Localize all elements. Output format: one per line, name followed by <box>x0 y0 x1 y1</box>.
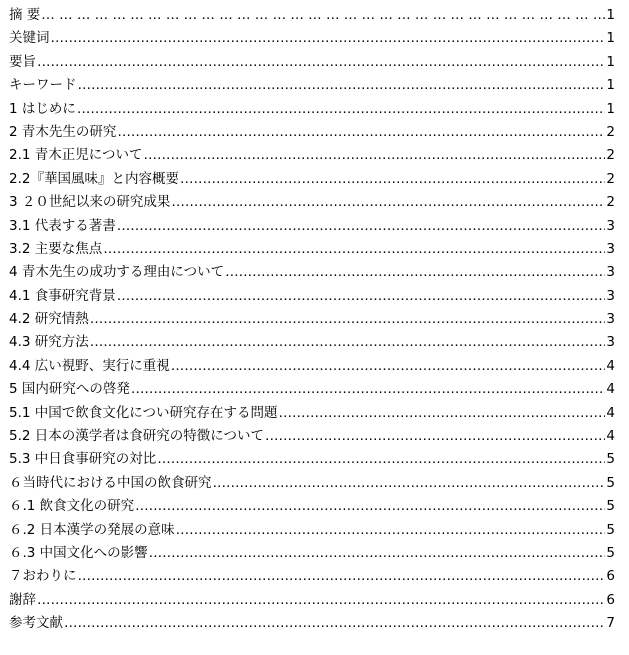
toc-leader-dots <box>117 285 606 308</box>
toc-leader-dots <box>78 565 606 588</box>
toc-row <box>9 51 615 74</box>
toc-leader-dots <box>77 98 606 121</box>
toc-entry-page: 3 <box>606 217 615 234</box>
toc-entry-title: ６.3 中国文化への影響 <box>9 544 148 561</box>
toc-entry-title: 要旨 <box>9 53 36 70</box>
toc-entry-title: 5.3 中日食事研究の対比 <box>9 451 157 468</box>
toc-row <box>9 238 615 261</box>
toc-row <box>9 121 615 144</box>
toc-row <box>9 168 615 191</box>
toc-entry-page: 4 <box>606 404 615 421</box>
toc-leader-dots <box>180 168 605 191</box>
toc-leader-dots <box>117 215 606 238</box>
toc-entry-page: 6 <box>606 591 615 608</box>
toc-entry-title: 3.1 代表する著書 <box>9 217 116 234</box>
toc-entry-title: 3 ２０世紀以来の研究成果 <box>9 194 171 211</box>
toc-entry-title: 4 青木先生の成功する理由について <box>9 264 225 281</box>
toc-row <box>9 612 615 635</box>
toc-entry-page: 5 <box>606 544 615 561</box>
toc-entry-page: 1 <box>606 30 615 47</box>
toc-leader-dots <box>171 355 606 378</box>
toc-leader-dots <box>213 472 606 495</box>
toc-leader-dots <box>157 448 605 471</box>
toc-row <box>9 495 615 518</box>
toc-entry-title: 1 はじめに <box>9 100 76 117</box>
toc-entry-page: 3 <box>606 264 615 281</box>
toc-leader-dots <box>103 238 605 261</box>
toc-entry-title: 关键词 <box>9 30 50 47</box>
toc-entry-page: 4 <box>606 428 615 445</box>
toc-row <box>9 402 615 425</box>
toc-row <box>9 565 615 588</box>
toc-leader-dots <box>64 612 605 635</box>
toc-leader-dots <box>144 144 606 167</box>
toc-row <box>9 74 615 97</box>
toc-leader-dots <box>171 191 605 214</box>
toc-leader-dots <box>176 519 606 542</box>
toc-entry-page: 5 <box>606 498 615 515</box>
toc-row <box>9 27 615 50</box>
toc-row <box>9 308 615 331</box>
toc-entry-page: 6 <box>606 568 615 585</box>
toc-entry-title: 5 国内研究への啓発 <box>9 381 130 398</box>
toc-entry-title: ６.1 飲食文化の研究 <box>9 498 135 515</box>
toc-row <box>9 542 615 565</box>
toc-row <box>9 144 615 167</box>
toc-entry-title: ６当時代における中国の飲食研究 <box>9 474 212 491</box>
toc-row <box>9 191 615 214</box>
toc-entry-title: ６.2 日本漢学の発展の意味 <box>9 521 175 538</box>
toc-entry-page: 1 <box>606 53 615 70</box>
toc-row <box>9 98 615 121</box>
toc-leader-dots <box>90 331 606 354</box>
toc-leader-dots <box>149 542 606 565</box>
toc-row <box>9 472 615 495</box>
toc-entry-page: 1 <box>606 77 615 94</box>
toc-entry-page: 5 <box>606 451 615 468</box>
toc-entry-page: 3 <box>606 240 615 257</box>
toc-entry-title: 2.2『華国風味』と内容概要 <box>9 170 179 187</box>
toc-entry-page: 1 <box>606 7 615 23</box>
toc-entry-title: ７おわりに <box>9 568 77 585</box>
toc-entry-title: キーワード <box>9 77 77 94</box>
toc-row <box>9 285 615 308</box>
toc-entry-title: 2 青木先生の研究 <box>9 123 117 140</box>
toc-leader-dots <box>131 378 606 401</box>
toc-entry-page: 2 <box>606 123 615 140</box>
toc-entry-title: 4.1 食事研究背景 <box>9 287 116 304</box>
toc-leader-dots <box>41 4 605 27</box>
toc-entry-title: 3.2 主要な焦点 <box>9 240 103 257</box>
toc-leader-dots <box>279 402 606 425</box>
toc-leader-dots <box>225 261 605 284</box>
toc-entry-page: 3 <box>606 287 615 304</box>
toc-entry-title: 4.4 広い視野、実行に重視 <box>9 357 170 374</box>
toc-row <box>9 331 615 354</box>
toc-entry-page: 2 <box>606 194 615 211</box>
toc-row <box>9 215 615 238</box>
toc-entry-page: 2 <box>606 170 615 187</box>
toc-leader-dots <box>37 51 605 74</box>
toc-leader-dots <box>90 308 606 331</box>
toc-leader-dots <box>37 589 605 612</box>
toc-entry-page: 5 <box>606 474 615 491</box>
toc-row <box>9 378 615 401</box>
toc-row <box>9 448 615 471</box>
toc-leader-dots <box>117 121 605 144</box>
toc-row <box>9 4 615 27</box>
toc-row <box>9 261 615 284</box>
toc-entry-page: 7 <box>606 615 615 632</box>
toc-entry-page: 3 <box>606 334 615 351</box>
toc-entry-page: 2 <box>606 147 615 164</box>
toc-entry-title: 4.2 研究情熱 <box>9 311 89 328</box>
toc-entry-title: 5.2 日本の漢学者は食研究の特徴について <box>9 428 264 445</box>
toc-entry-page: 5 <box>606 521 615 538</box>
toc-entry-page: 4 <box>606 357 615 374</box>
toc-entry-title: 5.1 中国で飲食文化につい研究存在する問題 <box>9 404 278 421</box>
toc-entry-page: 3 <box>606 311 615 328</box>
toc-leader-dots <box>78 74 606 97</box>
toc-leader-dots <box>265 425 605 448</box>
toc-row <box>9 425 615 448</box>
toc-entry-title: 2.1 青木正児について <box>9 147 143 164</box>
toc-entry-title: 参考文献 <box>9 615 63 632</box>
toc-entry-page: 1 <box>606 100 615 117</box>
toc-entry-title: 4.3 研究方法 <box>9 334 89 351</box>
toc-entry-title: 摘 要 <box>9 7 41 23</box>
toc-entry-page: 4 <box>606 381 615 398</box>
toc-leader-dots <box>51 27 606 50</box>
toc-row <box>9 519 615 542</box>
toc-row <box>9 355 615 378</box>
toc-leader-dots <box>135 495 605 518</box>
toc-entry-title: 謝辞 <box>9 591 36 608</box>
toc-row <box>9 589 615 612</box>
